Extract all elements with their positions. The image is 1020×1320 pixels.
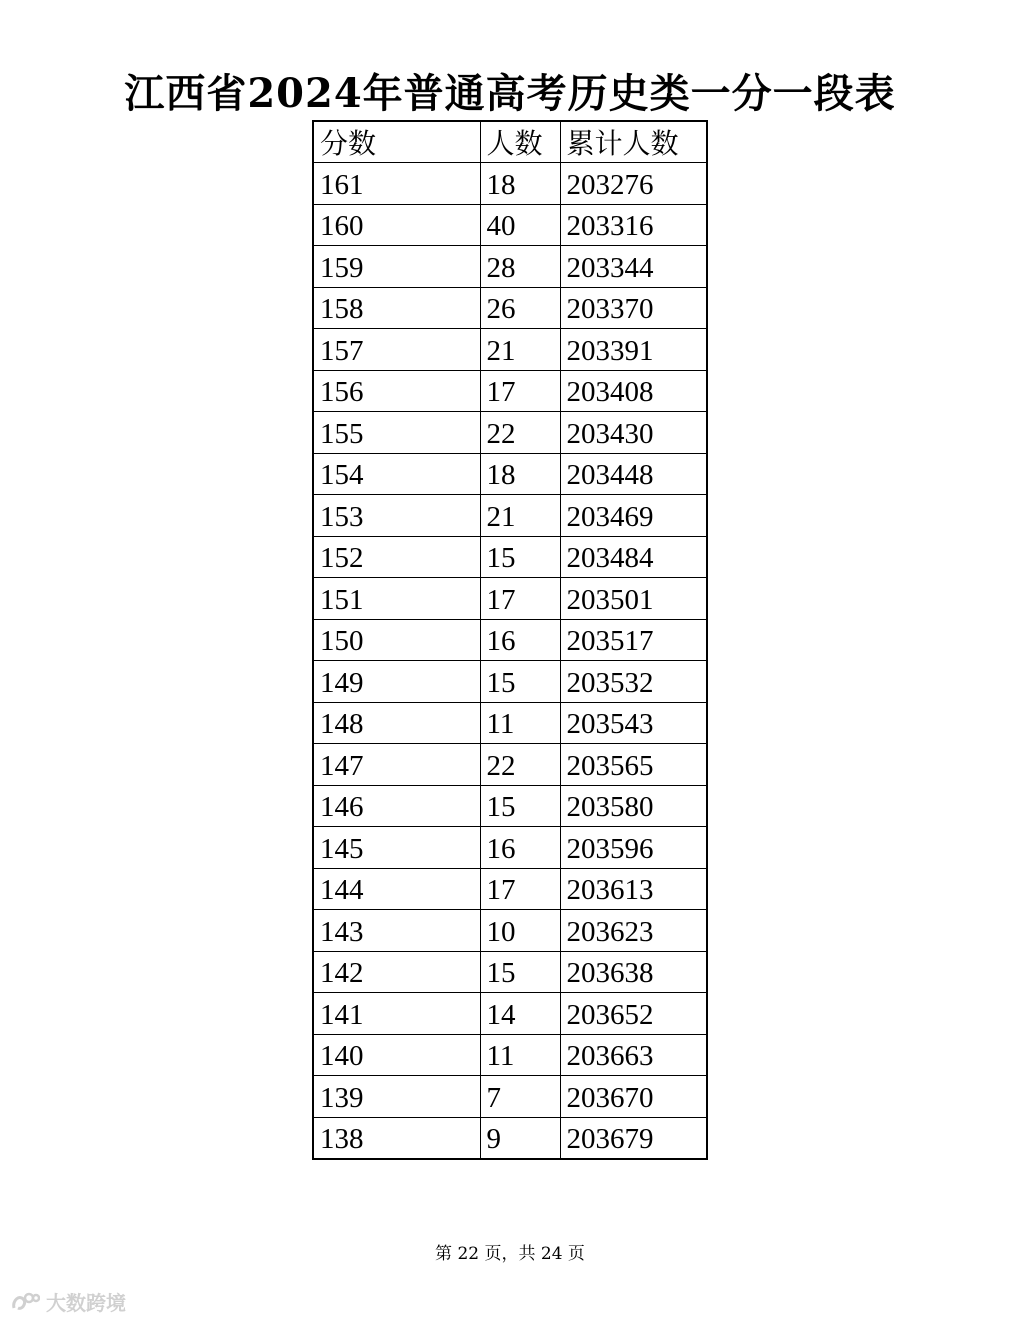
cell-cumulative: 203408 <box>560 370 707 412</box>
table-row <box>313 868 707 910</box>
page-title: 江西省2024年普通高考历史类一分一段表 <box>124 70 896 117</box>
cell-score: 152 <box>313 536 480 578</box>
cell-cumulative: 203276 <box>560 163 707 205</box>
cell-score: 145 <box>313 827 480 869</box>
cell-count: 15 <box>480 951 560 993</box>
cell-count: 15 <box>480 536 560 578</box>
cell-count: 10 <box>480 910 560 952</box>
cell-cumulative: 203370 <box>560 287 707 329</box>
cell-score: 160 <box>313 204 480 246</box>
cell-score: 158 <box>313 287 480 329</box>
cell-cumulative: 203430 <box>560 412 707 454</box>
cell-count: 21 <box>480 495 560 537</box>
cell-cumulative: 203663 <box>560 1034 707 1076</box>
cell-count: 9 <box>480 1117 560 1159</box>
cell-score: 161 <box>313 163 480 205</box>
table-row <box>313 453 707 495</box>
cell-score: 143 <box>313 910 480 952</box>
table-row <box>313 702 707 744</box>
table-row <box>313 495 707 537</box>
cell-score: 142 <box>313 951 480 993</box>
table-row <box>313 1034 707 1076</box>
cell-count: 11 <box>480 702 560 744</box>
cell-count: 16 <box>480 827 560 869</box>
cell-score: 154 <box>313 453 480 495</box>
table-row <box>313 412 707 454</box>
table-row <box>313 910 707 952</box>
table-row <box>313 1076 707 1118</box>
table-row <box>313 578 707 620</box>
cell-count: 18 <box>480 163 560 205</box>
cell-score: 155 <box>313 412 480 454</box>
cell-score: 159 <box>313 246 480 288</box>
table-row <box>313 163 707 205</box>
cell-cumulative: 203670 <box>560 1076 707 1118</box>
cell-count: 14 <box>480 993 560 1035</box>
cell-count: 40 <box>480 204 560 246</box>
table-row <box>313 246 707 288</box>
cell-score: 139 <box>313 1076 480 1118</box>
cell-cumulative: 203652 <box>560 993 707 1035</box>
cell-count: 28 <box>480 246 560 288</box>
watermark <box>10 1287 126 1316</box>
cell-cumulative: 203484 <box>560 536 707 578</box>
table-row <box>313 204 707 246</box>
cell-score: 150 <box>313 619 480 661</box>
cell-cumulative: 203613 <box>560 868 707 910</box>
cell-count: 22 <box>480 744 560 786</box>
cell-cumulative: 203596 <box>560 827 707 869</box>
cell-cumulative: 203679 <box>560 1117 707 1159</box>
table-row <box>313 536 707 578</box>
cell-count: 22 <box>480 412 560 454</box>
cell-count: 17 <box>480 578 560 620</box>
cell-count: 15 <box>480 661 560 703</box>
table-row <box>313 661 707 703</box>
cell-score: 157 <box>313 329 480 371</box>
cell-count: 11 <box>480 1034 560 1076</box>
table-row <box>313 287 707 329</box>
cell-cumulative: 203469 <box>560 495 707 537</box>
cell-score: 153 <box>313 495 480 537</box>
table-row <box>313 993 707 1035</box>
cell-score: 147 <box>313 744 480 786</box>
cell-score: 140 <box>313 1034 480 1076</box>
cell-count: 7 <box>480 1076 560 1118</box>
cell-count: 18 <box>480 453 560 495</box>
cell-count: 15 <box>480 785 560 827</box>
cell-cumulative: 203344 <box>560 246 707 288</box>
table-row <box>313 951 707 993</box>
header-score: 分数 <box>313 121 480 163</box>
header-cumulative: 累计人数 <box>560 121 707 163</box>
table-row <box>313 744 707 786</box>
cell-score: 156 <box>313 370 480 412</box>
cell-score: 144 <box>313 868 480 910</box>
cell-cumulative: 203501 <box>560 578 707 620</box>
cell-cumulative: 203580 <box>560 785 707 827</box>
table-row <box>313 827 707 869</box>
cell-count: 17 <box>480 370 560 412</box>
cell-score: 149 <box>313 661 480 703</box>
cell-score: 151 <box>313 578 480 620</box>
cell-count: 26 <box>480 287 560 329</box>
cell-cumulative: 203638 <box>560 951 707 993</box>
table-row <box>313 1117 707 1159</box>
table-row <box>313 785 707 827</box>
table-row <box>313 370 707 412</box>
cell-cumulative: 203448 <box>560 453 707 495</box>
table-row <box>313 619 707 661</box>
table-row <box>313 329 707 371</box>
cell-count: 21 <box>480 329 560 371</box>
cell-cumulative: 203543 <box>560 702 707 744</box>
cell-cumulative: 203517 <box>560 619 707 661</box>
cell-cumulative: 203316 <box>560 204 707 246</box>
cell-cumulative: 203623 <box>560 910 707 952</box>
cell-cumulative: 203565 <box>560 744 707 786</box>
cell-score: 148 <box>313 702 480 744</box>
cell-cumulative: 203532 <box>560 661 707 703</box>
cell-cumulative: 203391 <box>560 329 707 371</box>
brand-logo-icon <box>10 1290 40 1314</box>
page-footer: 第 22 页，共 24 页 <box>435 1244 585 1264</box>
table-header-row <box>313 121 707 163</box>
cell-score: 146 <box>313 785 480 827</box>
score-distribution-table <box>312 120 708 1160</box>
cell-count: 16 <box>480 619 560 661</box>
cell-score: 138 <box>313 1117 480 1159</box>
watermark-text: 大数跨境 <box>46 1291 126 1315</box>
cell-score: 141 <box>313 993 480 1035</box>
cell-count: 17 <box>480 868 560 910</box>
header-count: 人数 <box>480 121 560 163</box>
